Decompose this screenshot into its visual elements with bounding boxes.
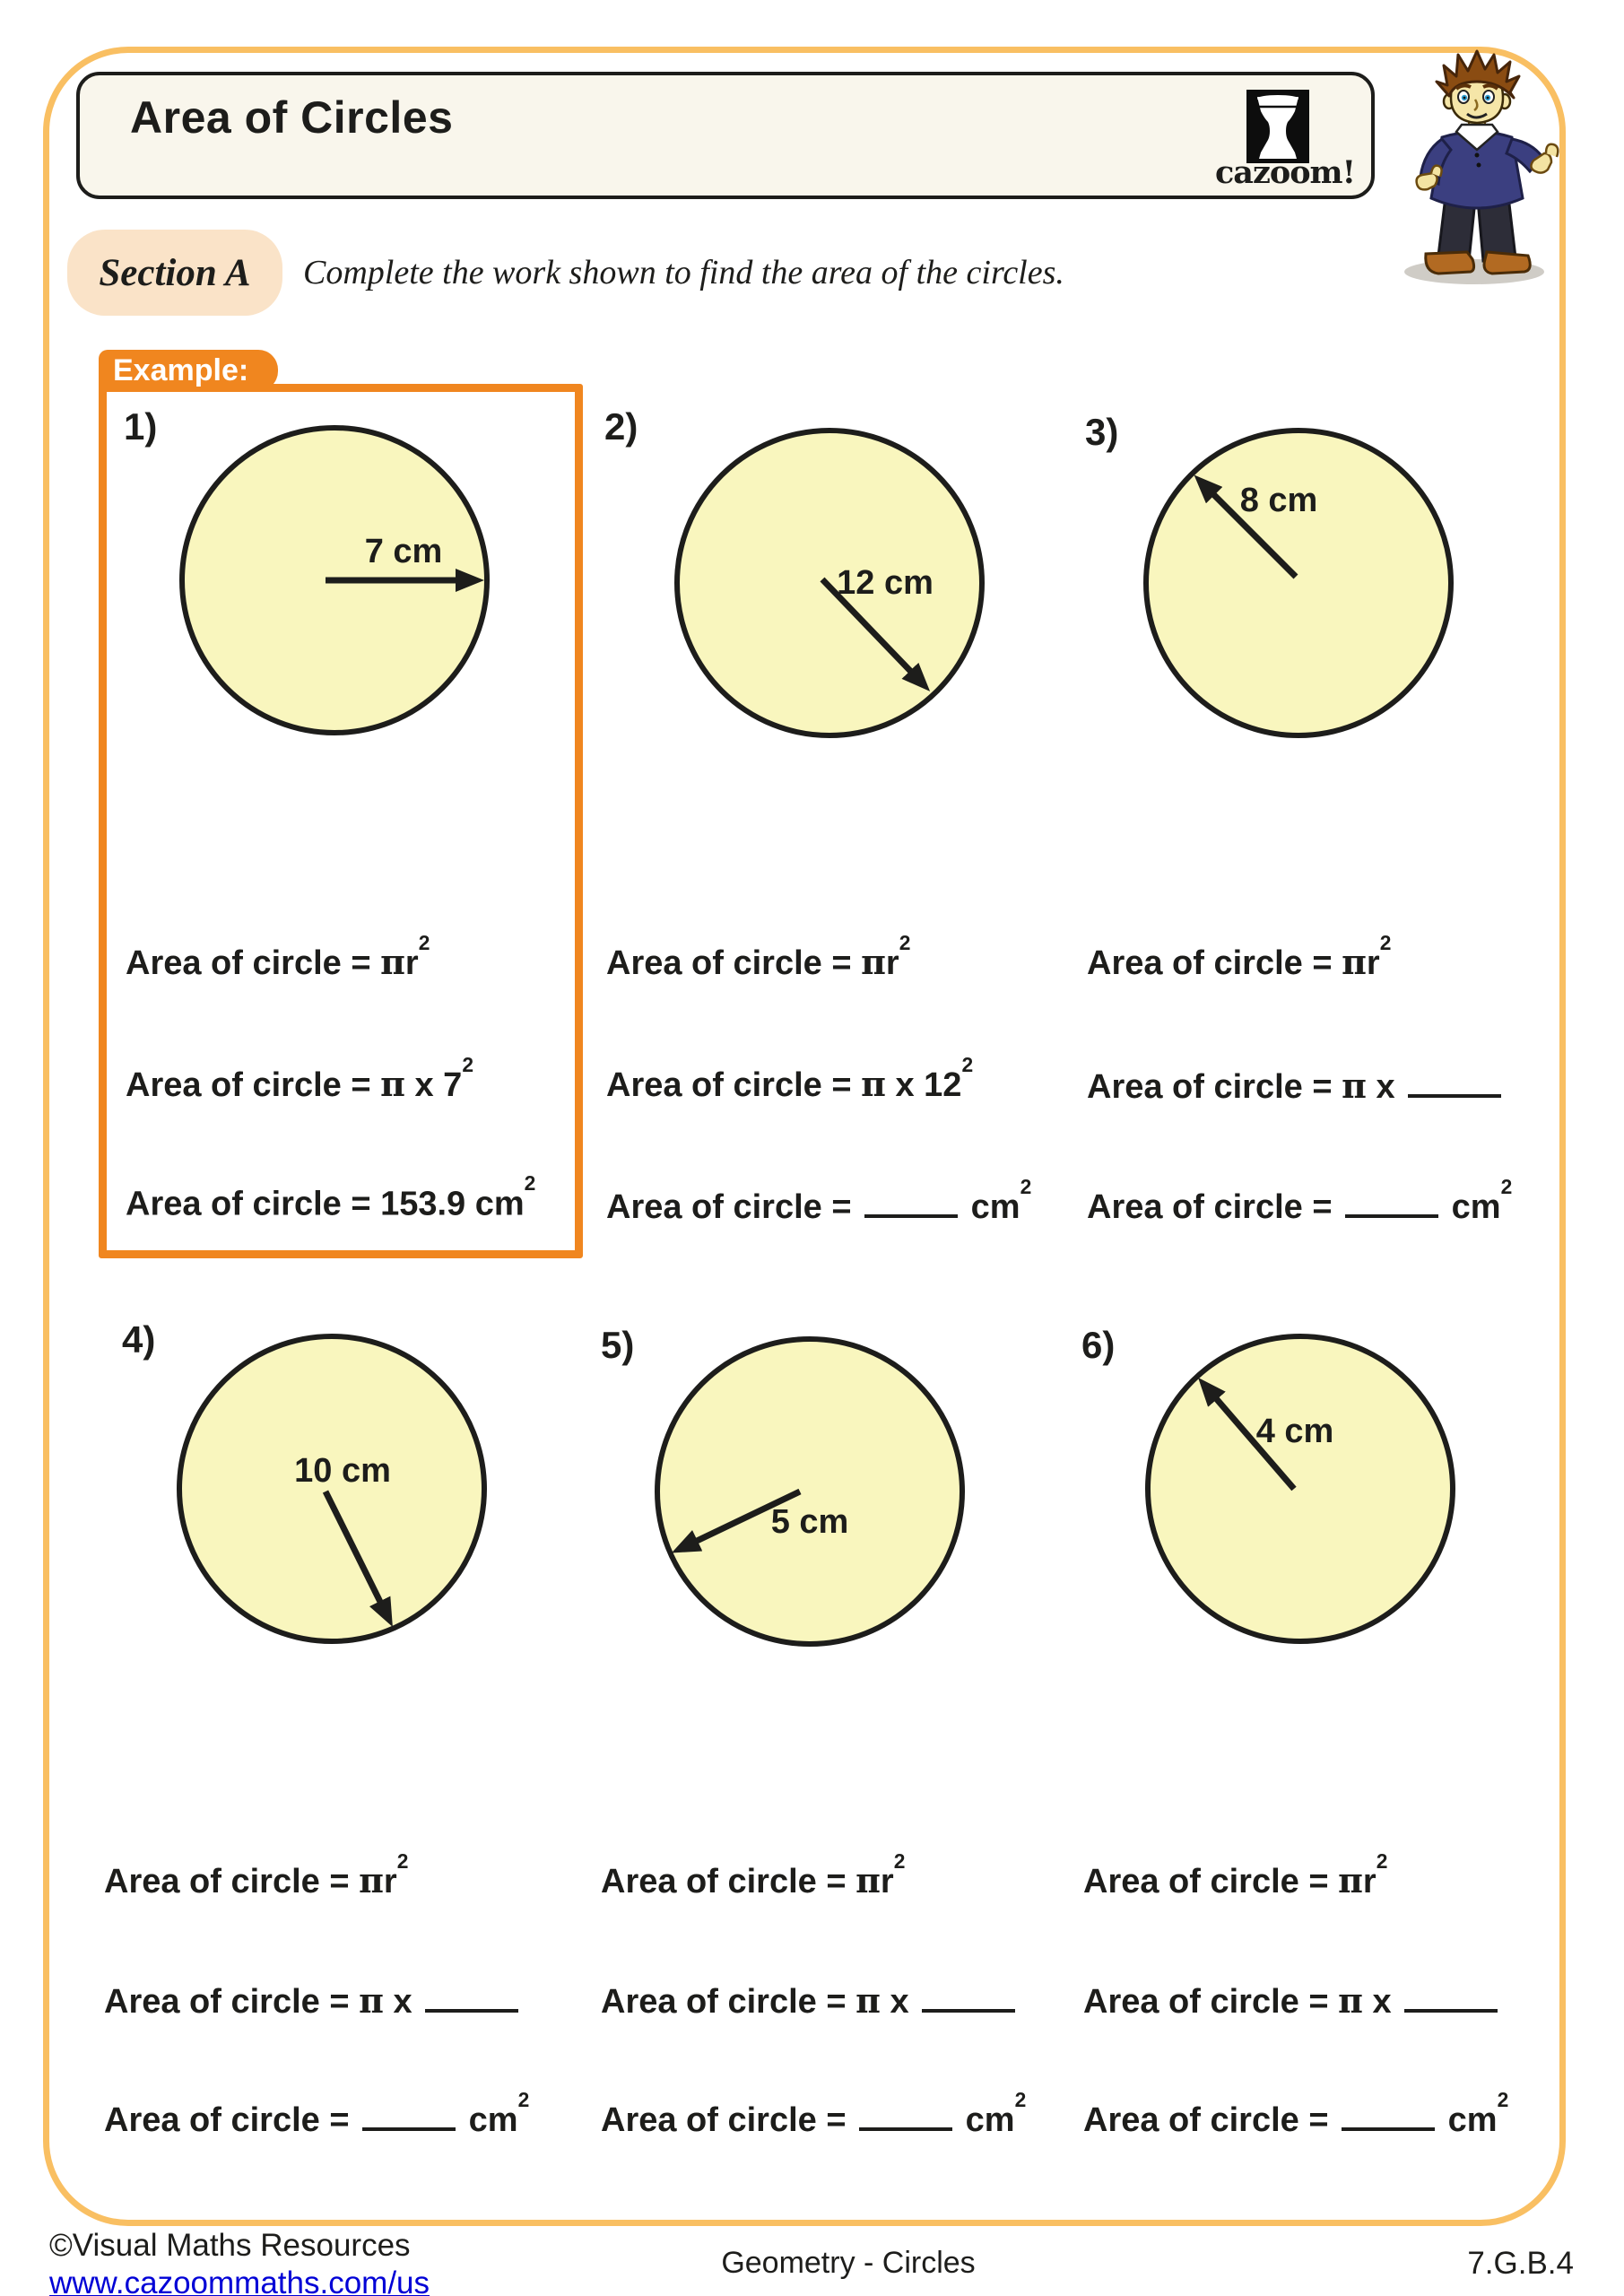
footer-url-link[interactable]: www.cazoommaths.com/us (49, 2266, 430, 2296)
radius-label: 10 cm (294, 1452, 391, 1490)
answer-blank (1408, 1064, 1501, 1098)
problem-2-number: 2) (604, 405, 638, 448)
circle-diagram-4 (170, 1327, 493, 1650)
answer-blank (362, 2097, 456, 2131)
section-a-tab (67, 230, 282, 316)
problem-1-number: 1) (124, 405, 158, 448)
formula-line: Area of circle = $\pi r^2$ (126, 930, 430, 982)
radius-label: 8 cm (1239, 482, 1318, 519)
radius-label: 12 cm (837, 564, 934, 602)
formula-line: Area of circle = π x $7^2$ (126, 1052, 473, 1104)
problem-4-number: 4) (122, 1318, 156, 1361)
answer-blank (859, 2097, 952, 2131)
formula-line: Area of circle = 153.9 $cm^2$ (126, 1171, 536, 1223)
cazoom-wordmark: cazoom! (1215, 154, 1355, 191)
answer-blank (922, 1979, 1015, 2013)
problem-6-number: 6) (1081, 1324, 1116, 1366)
answer-blank (1345, 1184, 1438, 1218)
formula-line: Area of circle = π x (104, 1979, 522, 2022)
example-tab (99, 350, 278, 391)
circle-shape (1148, 1336, 1453, 1641)
formula-line: Area of circle = $cm^2$ (1083, 2087, 1509, 2140)
problem-3-number: 3) (1085, 411, 1119, 453)
formula-line: Area of circle = π x (1083, 1979, 1501, 2022)
circle-diagram-5 (648, 1330, 971, 1653)
formula-line: Area of circle = $\pi r^2$ (1087, 930, 1392, 982)
drum-head (1257, 95, 1298, 102)
answer-blank (1342, 2097, 1435, 2131)
example-label: Example: (113, 352, 249, 387)
formula-line: Area of circle = $cm^2$ (1087, 1174, 1513, 1227)
answer-blank (1404, 1979, 1498, 2013)
problem-5-number: 5) (601, 1324, 635, 1366)
cartoon-boy-mascot-icon (1392, 45, 1562, 289)
formula-line: Area of circle = π x (601, 1979, 1019, 2022)
instruction-text: Complete the work shown to find the area of the circles. (303, 254, 1064, 291)
footer-standard-code: 7.G.B.4 (1467, 2246, 1574, 2281)
formula-line: Area of circle = $\pi r^2$ (1083, 1848, 1388, 1900)
circle-diagram-3 (1137, 422, 1460, 744)
answer-blank (864, 1184, 958, 1218)
formula-line: Area of circle = $\pi r^2$ (104, 1848, 409, 1900)
radius-label: 7 cm (364, 533, 443, 570)
radius-label: 4 cm (1255, 1413, 1334, 1450)
page-title: Area of Circles (130, 92, 454, 143)
circle-diagram-6 (1139, 1327, 1462, 1650)
circle-shape (1146, 430, 1451, 735)
formula-line: Area of circle = $cm^2$ (601, 2087, 1027, 2140)
formula-line: Area of circle = $\pi r^2$ (606, 930, 911, 982)
circle-diagram-2 (668, 422, 991, 744)
circle-diagram-1 (173, 419, 496, 742)
formula-line: Area of circle = $cm^2$ (104, 2087, 530, 2140)
answer-blank (425, 1979, 518, 2013)
circle-shape (657, 1339, 962, 1644)
footer-copyright: ©Visual Maths Resources (49, 2228, 411, 2263)
radius-label: 5 cm (770, 1503, 849, 1541)
formula-line: Area of circle = $\pi r^2$ (601, 1848, 906, 1900)
formula-line: Area of circle = π x (1087, 1064, 1505, 1107)
section-a-label: Section A (99, 251, 251, 294)
formula-line: Area of circle = $cm^2$ (606, 1174, 1032, 1227)
cazoom-logo (1246, 90, 1309, 163)
formula-line: Area of circle = π x $12^2$ (606, 1052, 974, 1104)
footer-topic-text: Geometry - Circles (721, 2246, 976, 2280)
